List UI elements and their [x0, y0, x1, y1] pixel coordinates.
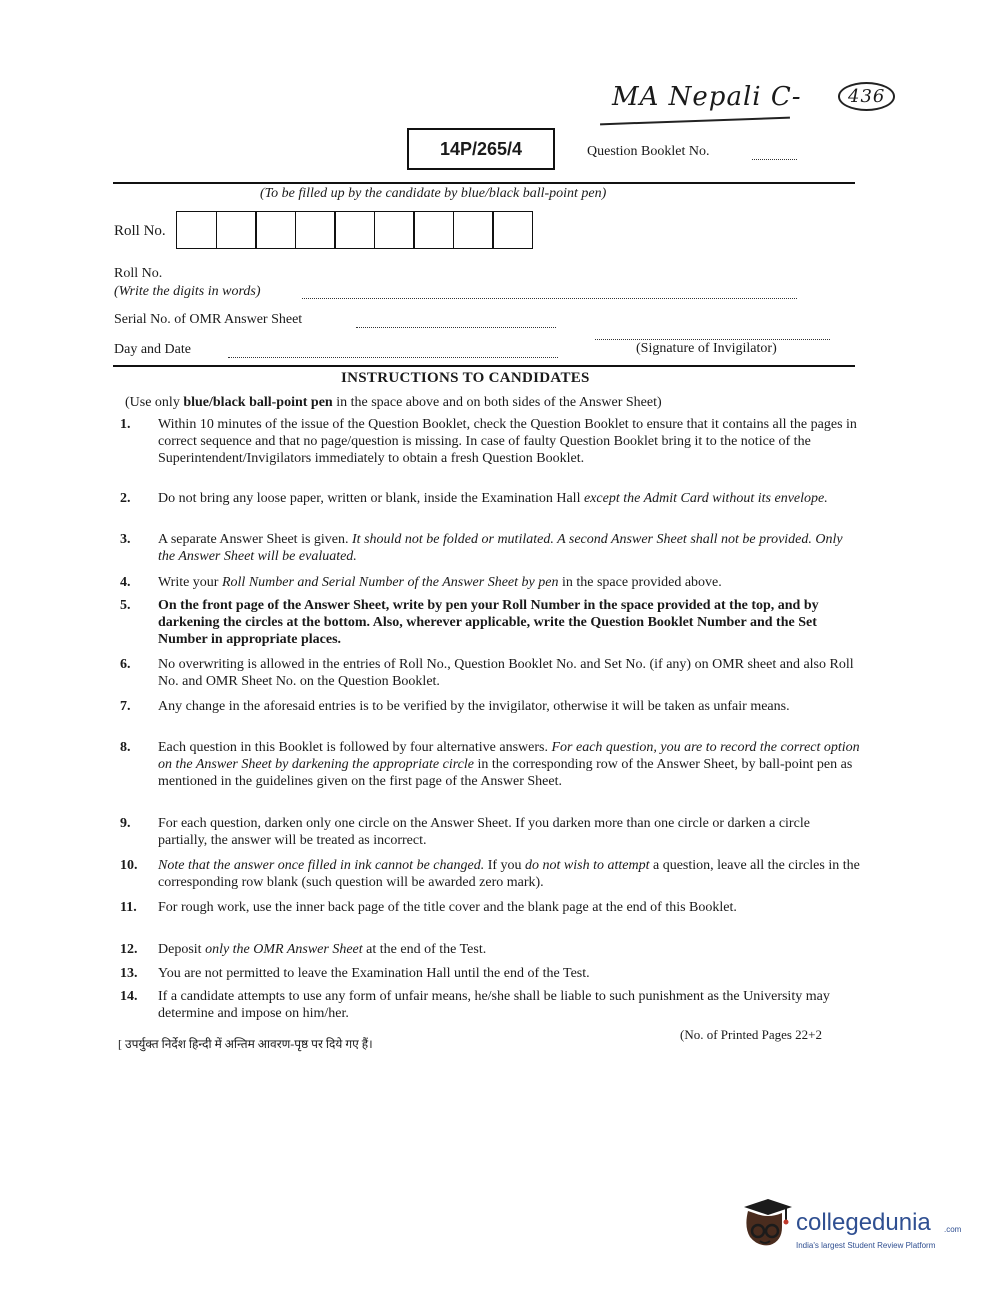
serial-omr-field[interactable] — [356, 326, 556, 328]
item-number: 7. — [120, 699, 131, 714]
roll-no-boxes[interactable] — [176, 211, 532, 249]
logo-com: .com — [944, 1225, 962, 1234]
item-number: 8. — [120, 740, 131, 755]
roll-digit-box[interactable] — [176, 211, 217, 249]
student-mascot-icon — [738, 1197, 794, 1261]
mid-rule — [113, 365, 855, 367]
item-text-part: It should not be folded or mutilated. A second Answer Sheet shall not be provided. Only the Answer Sheet will be evaluated. — [158, 532, 843, 564]
item-text: You are not permitted to leave the Examination Hall until the end of the Test. — [158, 966, 590, 981]
item-text-part: a question, leave all the circles in the corresponding row blank (such question will be awarded zero mark). — [158, 858, 860, 890]
item-text-part: Do not bring any loose paper, written or blank, inside the Examination Hall — [158, 491, 584, 506]
instructions-intro — [125, 394, 662, 411]
item-text — [158, 490, 860, 507]
booklet-code: 14P/265/4 — [407, 128, 555, 170]
roll-digit-box[interactable] — [334, 211, 375, 249]
instruction-item — [120, 531, 860, 565]
item-text — [158, 574, 860, 591]
item-number: 3. — [120, 532, 131, 547]
roll-digit-box[interactable] — [413, 211, 454, 249]
printed-pages: (No. of Printed Pages 22+2 — [680, 1027, 823, 1042]
item-text: On the front page of the Answer Sheet, write by pen your Roll Number in the space provided at the top, and by darkening the circles at the bottom. Also, wherever applicable, write the Question Booklet Number and the Set Number in appropriate places. — [158, 598, 819, 647]
instruction-item — [120, 739, 860, 790]
top-rule — [113, 182, 855, 184]
instruction-item — [120, 656, 860, 690]
handwritten-circled-number: 436 — [838, 82, 895, 111]
item-text — [158, 739, 860, 790]
item-text-part: only the OMR Answer Sheet — [205, 942, 363, 957]
item-text-part: If you — [484, 858, 526, 873]
item-text: Any change in the aforesaid entries is to be verified by the invigilator, otherwise it will be taken as unfair means. — [158, 699, 790, 714]
question-booklet-no-field[interactable] — [752, 158, 797, 160]
item-number: 13. — [120, 966, 138, 981]
item-text: If a candidate attempts to use any form of unfair means, he/she shall be liable to such punishment as the University may determine and impose on him/her. — [158, 989, 830, 1021]
instruction-item — [120, 574, 860, 591]
item-text-part: Deposit — [158, 942, 206, 957]
instruction-item — [120, 815, 860, 849]
hindi-note: [ उपर्युक्त निर्देश हिन्दी में अन्तिम आवरण-पृष्ठ पर दिये गए हैं। — [118, 1037, 373, 1051]
intro-prefix: (Use only — [125, 395, 184, 410]
instruction-item — [120, 941, 860, 958]
item-text-part: do not wish to attempt — [525, 858, 650, 873]
item-number: 5. — [120, 598, 131, 613]
roll-digit-box[interactable] — [374, 211, 415, 249]
item-text-part: in the space provided above. — [558, 575, 722, 590]
item-text: Within 10 minutes of the issue of the Question Booklet, check the Question Booklet to ensure that it contains all the pages in correct sequence and that no page/question is missing. In case of faulty Question Booklet bring it to the notice of the Superintendent/Invigilators immediately to obtain a fresh Question Booklet. — [158, 417, 857, 466]
item-text: For each question, darken only one circle on the Answer Sheet. If you darken more than one circle or darken a circle partially, the answer will be treated as incorrect. — [158, 816, 810, 848]
instruction-item — [120, 698, 860, 715]
item-text — [158, 531, 860, 565]
signature-label: (Signature of Invigilator) — [636, 341, 777, 356]
roll-no-label: Roll No. — [114, 223, 166, 239]
roll-no-words-label: Roll No. — [114, 266, 163, 281]
instruction-item — [120, 988, 860, 1022]
intro-suffix: in the space above and on both sides of the Answer Sheet) — [332, 395, 662, 410]
item-number: 1. — [120, 417, 131, 432]
intro-bold: blue/black ball-point pen — [183, 395, 333, 410]
item-text — [158, 941, 860, 958]
collegedunia-logo — [738, 1197, 963, 1267]
roll-digit-box[interactable] — [492, 211, 533, 249]
instruction-item — [120, 965, 860, 982]
roll-digit-box[interactable] — [295, 211, 336, 249]
instruction-item — [120, 416, 860, 467]
instructions-title: INSTRUCTIONS TO CANDIDATES — [341, 370, 590, 386]
fill-note: (To be filled up by the candidate by blue/black ball-point pen) — [260, 186, 607, 201]
item-text-part: A separate Answer Sheet is given. — [158, 532, 353, 547]
signature-field[interactable] — [595, 338, 830, 340]
roll-digit-box[interactable] — [453, 211, 494, 249]
instruction-item — [120, 857, 860, 891]
roll-no-words-field[interactable] — [302, 297, 797, 299]
item-number: 10. — [120, 858, 138, 873]
item-text: For rough work, use the inner back page of the title cover and the blank page at the end of this Booklet. — [158, 900, 737, 915]
handwritten-underline — [600, 117, 790, 126]
serial-omr-label: Serial No. of OMR Answer Sheet — [114, 312, 303, 327]
item-number: 4. — [120, 575, 131, 590]
logo-tagline: India's largest Student Review Platform — [796, 1241, 936, 1250]
item-text: No overwriting is allowed in the entries of Roll No., Question Booklet No. and Set No. (if any) on OMR sheet and also Roll No. and OMR Sheet No. on the Question Booklet. — [158, 657, 854, 689]
roll-digit-box[interactable] — [255, 211, 296, 249]
roll-no-words-sublabel: (Write the digits in words) — [114, 284, 261, 299]
item-number: 2. — [120, 491, 131, 506]
item-number: 12. — [120, 942, 138, 957]
instruction-item — [120, 899, 860, 916]
item-text-part: except the Admit Card without its envelope. — [583, 491, 828, 506]
item-text-part: Note that the answer once filled in ink cannot be changed. — [158, 858, 485, 873]
item-text — [158, 857, 860, 891]
day-date-label: Day and Date — [114, 342, 191, 357]
logo-brand: collegedunia — [796, 1209, 931, 1236]
item-number: 14. — [120, 989, 138, 1004]
item-number: 11. — [120, 900, 137, 915]
item-text-part: Each question in this Booklet is followed by four alternative answers. — [158, 740, 552, 755]
handwritten-title: MA Nepali C- — [612, 82, 802, 112]
roll-digit-box[interactable] — [216, 211, 257, 249]
item-number: 9. — [120, 816, 131, 831]
item-text-part: Write your — [158, 575, 222, 590]
instruction-item — [120, 597, 860, 648]
item-text-part: For each question, you are to record the correct option on the Answer Sheet by darkening the appropriate circle — [158, 740, 860, 772]
item-text-part: in the corresponding row of the Answer Sheet, by ball-point pen as mentioned in the guidelines given on the first page of the Answer Sheet. — [158, 757, 853, 789]
day-date-field[interactable] — [228, 356, 558, 358]
instruction-item — [120, 490, 860, 507]
item-number: 6. — [120, 657, 131, 672]
question-booklet-no-label: Question Booklet No. — [587, 144, 710, 159]
item-text-part: Roll Number and Serial Number of the Answer Sheet by pen — [221, 575, 559, 590]
item-text-part: at the end of the Test. — [362, 942, 487, 957]
